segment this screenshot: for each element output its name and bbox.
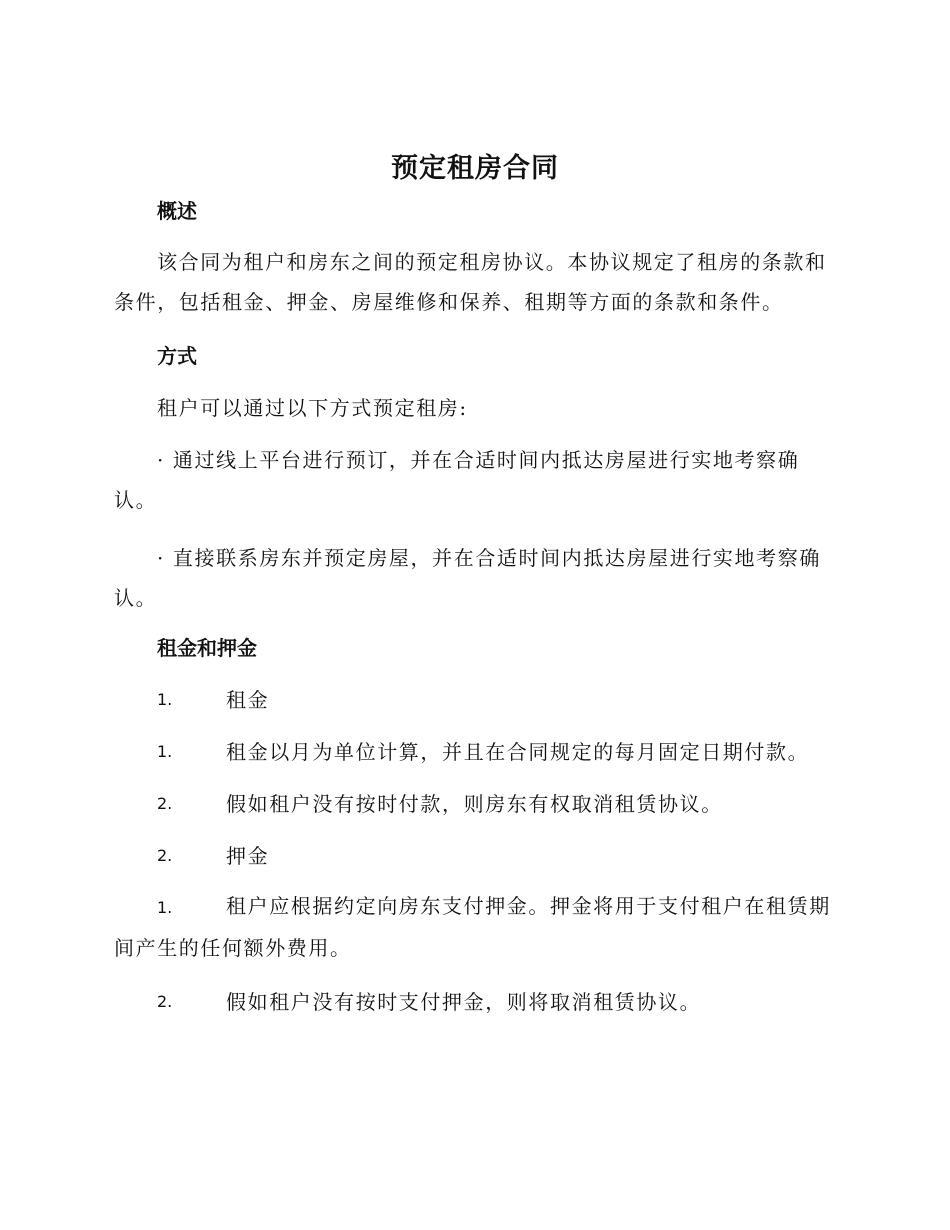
list-item-text: 租户应根据约定向房东支付押金。押金将用于支付租户在租赁期间产生的任何额外费用。: [114, 894, 831, 960]
list-item-text: 假如租户没有按时付款，则房东有权取消租赁协议。: [226, 792, 723, 816]
overview-paragraph: 该合同为租户和房东之间的预定租房协议。本协议规定了租房的条款和条件，包括租金、押金、房屋维修和保养、租期等方面的条款和条件。: [114, 250, 827, 314]
list-number: 1.: [157, 690, 173, 709]
method-bullet-1: · 通过线上平台进行预订，并在合适时间内抵达房屋进行实地考察确认。: [114, 448, 800, 512]
list-number: 1.: [157, 898, 173, 917]
list-item: [114, 886, 838, 968]
list-number: 2.: [157, 794, 173, 813]
method-bullet-2: · 直接联系房东并预定房屋，并在合适时间内抵达房屋进行实地考察确认。: [114, 546, 821, 610]
method-intro: 租户可以通过以下方式预定租房:: [157, 396, 468, 420]
section-heading-method: 方式: [157, 344, 197, 368]
section-heading-rent-deposit: 租金和押金: [157, 636, 257, 660]
subsection-label-rent: 租金: [226, 688, 270, 712]
list-number: 2.: [157, 846, 173, 865]
list-number: 1.: [157, 742, 173, 761]
list-item-text: 假如租户没有按时支付押金，则将取消租赁协议。: [226, 990, 702, 1014]
list-number: 2.: [157, 992, 173, 1011]
list-item-text: 租金以月为单位计算，并且在合同规定的每月固定日期付款。: [226, 740, 810, 764]
section-heading-overview: 概述: [157, 199, 197, 223]
document-title: 预定租房合同: [391, 153, 559, 184]
subsection-label-deposit: 押金: [226, 844, 270, 868]
